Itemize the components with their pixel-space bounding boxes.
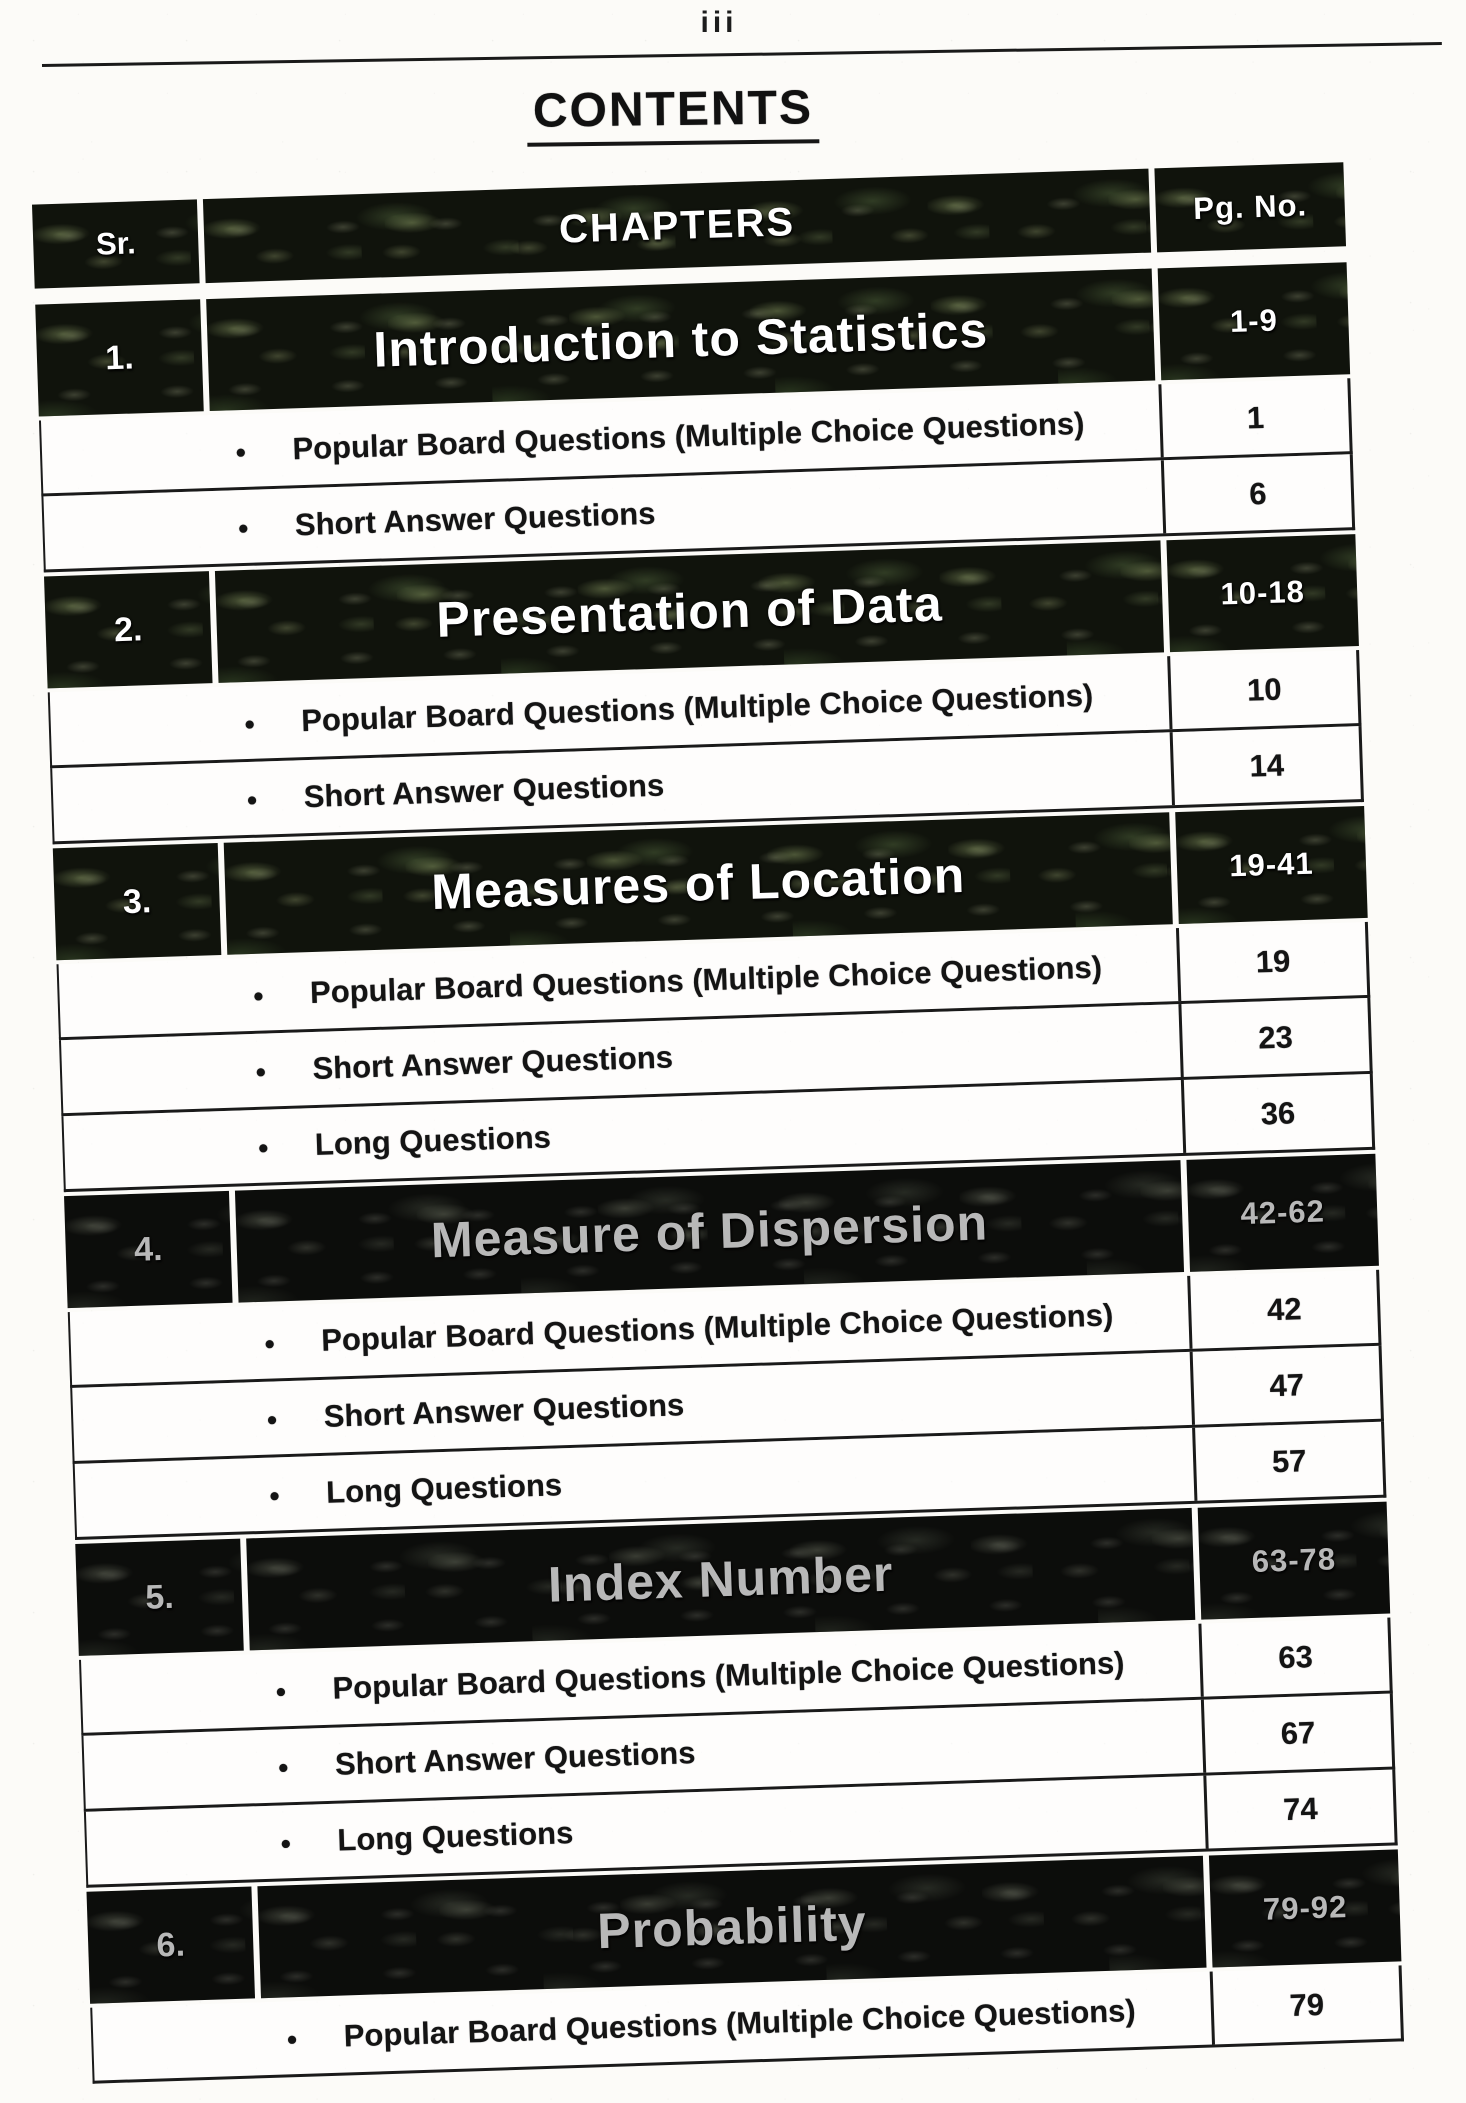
bullet-icon: ●	[266, 1408, 279, 1431]
toc-item-label: Long Questions	[325, 1466, 563, 1510]
toc-item-page-cell	[1181, 1074, 1372, 1153]
bullet-icon: ●	[263, 1332, 276, 1355]
bullet-icon: ●	[252, 985, 265, 1007]
page-number: iii	[700, 6, 738, 39]
chapter-serial: 3.	[122, 881, 152, 921]
toc-item-page: 19	[1255, 942, 1291, 980]
toc-item-page: 36	[1260, 1094, 1296, 1131]
toc-item-page-cell	[1158, 378, 1349, 457]
page-title-wrap	[0, 82, 1346, 145]
toc-item-page: 1	[1246, 399, 1265, 436]
toc-item-label: Popular Board Questions (Multiple Choice Questions)	[331, 1644, 1125, 1706]
chapter-serial: 2.	[113, 609, 144, 649]
toc-item-label: Long Questions	[314, 1118, 552, 1162]
chapter-page-range: 10-18	[1219, 573, 1306, 612]
toc-item-page-cell	[1178, 998, 1369, 1077]
bullet-icon: ●	[286, 2028, 299, 2050]
toc-item-label: Short Answer Questions	[294, 495, 656, 542]
toc-item-page: 79	[1288, 1986, 1325, 2023]
bullet-icon: ●	[279, 1832, 292, 1855]
header-sr: Sr.	[32, 199, 200, 288]
chapter-page-range: 42-62	[1239, 1193, 1326, 1232]
bullet-icon: ●	[257, 1137, 270, 1159]
chapter-title: Index Number	[547, 1545, 895, 1613]
contents-table	[32, 162, 1404, 2083]
toc-item-label: Popular Board Questions (Multiple Choice Questions)	[320, 1296, 1114, 1358]
toc-item-page: 23	[1257, 1018, 1294, 1056]
chapter-title: Measure of Dispersion	[430, 1194, 989, 1269]
toc-item-page-cell	[1192, 1422, 1383, 1501]
toc-item-page: 47	[1268, 1366, 1305, 1403]
toc-item-page: 42	[1266, 1290, 1303, 1327]
chapter-page-range: 1-9	[1229, 302, 1279, 340]
chapter-title: Introduction to Statistics	[372, 301, 989, 378]
toc-item-page: 74	[1282, 1790, 1319, 1827]
chapter-page-range: 79-92	[1262, 1889, 1348, 1927]
bullet-icon: ●	[234, 441, 247, 463]
toc-item-page-cell	[1170, 726, 1361, 805]
chapter-serial: 4.	[133, 1229, 164, 1269]
toc-item-label: Popular Board Questions (Multiple Choice Questions)	[309, 949, 1103, 1010]
chapter-serial: 5.	[144, 1577, 175, 1617]
toc-item-page: 14	[1248, 747, 1285, 784]
header-chapters: CHAPTERS	[203, 169, 1151, 283]
chapter-title: Probability	[596, 1894, 868, 1960]
bullet-icon: ●	[237, 517, 250, 539]
toc-item-page-cell	[1201, 1694, 1392, 1773]
bullet-icon: ●	[243, 713, 256, 735]
toc-item-page-cell	[1203, 1770, 1394, 1849]
header-pg-no: Pg. No.	[1154, 162, 1346, 252]
bullet-icon: ●	[254, 1061, 267, 1083]
chapter-page-range: 19-41	[1228, 845, 1315, 884]
toc-item-page-cell	[1176, 922, 1367, 1001]
chapter-title: Presentation of Data	[435, 575, 944, 648]
bullet-icon: ●	[268, 1484, 281, 1507]
toc-item-label: Short Answer Questions	[323, 1386, 685, 1434]
toc-item-page-cell	[1190, 1346, 1381, 1425]
toc-item-page-cell	[1161, 454, 1352, 533]
chapter-serial: 1.	[104, 337, 135, 377]
table-body	[35, 262, 1404, 2083]
toc-item-label: Short Answer Questions	[334, 1734, 696, 1782]
chapter-page-range: 63-78	[1251, 1541, 1337, 1579]
bullet-icon: ●	[245, 789, 259, 811]
toc-item-page: 6	[1248, 475, 1268, 512]
toc-item-page: 57	[1271, 1442, 1307, 1479]
toc-item-page-cell	[1198, 1618, 1389, 1697]
bullet-icon: ●	[277, 1756, 290, 1779]
toc-item-label: Popular Board Questions (Multiple Choice Questions)	[291, 405, 1085, 466]
bullet-icon: ●	[274, 1680, 287, 1703]
toc-item-label: Short Answer Questions	[303, 767, 665, 814]
toc-item-page: 67	[1280, 1714, 1316, 1751]
top-rule	[42, 42, 1442, 67]
chapter-title: Measures of Location	[430, 846, 967, 921]
toc-item-label: Popular Board Questions (Multiple Choice Questions)	[343, 1992, 1137, 2054]
toc-item-page: 10	[1246, 671, 1283, 708]
toc-item-label: Long Questions	[336, 1814, 574, 1858]
toc-item-label: Short Answer Questions	[311, 1038, 674, 1086]
toc-item-page-cell	[1167, 650, 1358, 729]
toc-item-label: Popular Board Questions (Multiple Choice Questions)	[300, 677, 1094, 738]
chapter-serial: 6.	[155, 1925, 186, 1965]
toc-item-page-cell	[1187, 1270, 1378, 1349]
toc-item-page: 63	[1277, 1638, 1314, 1675]
page-title: CONTENTS	[527, 80, 820, 147]
toc-item-page-cell	[1210, 1965, 1401, 2044]
